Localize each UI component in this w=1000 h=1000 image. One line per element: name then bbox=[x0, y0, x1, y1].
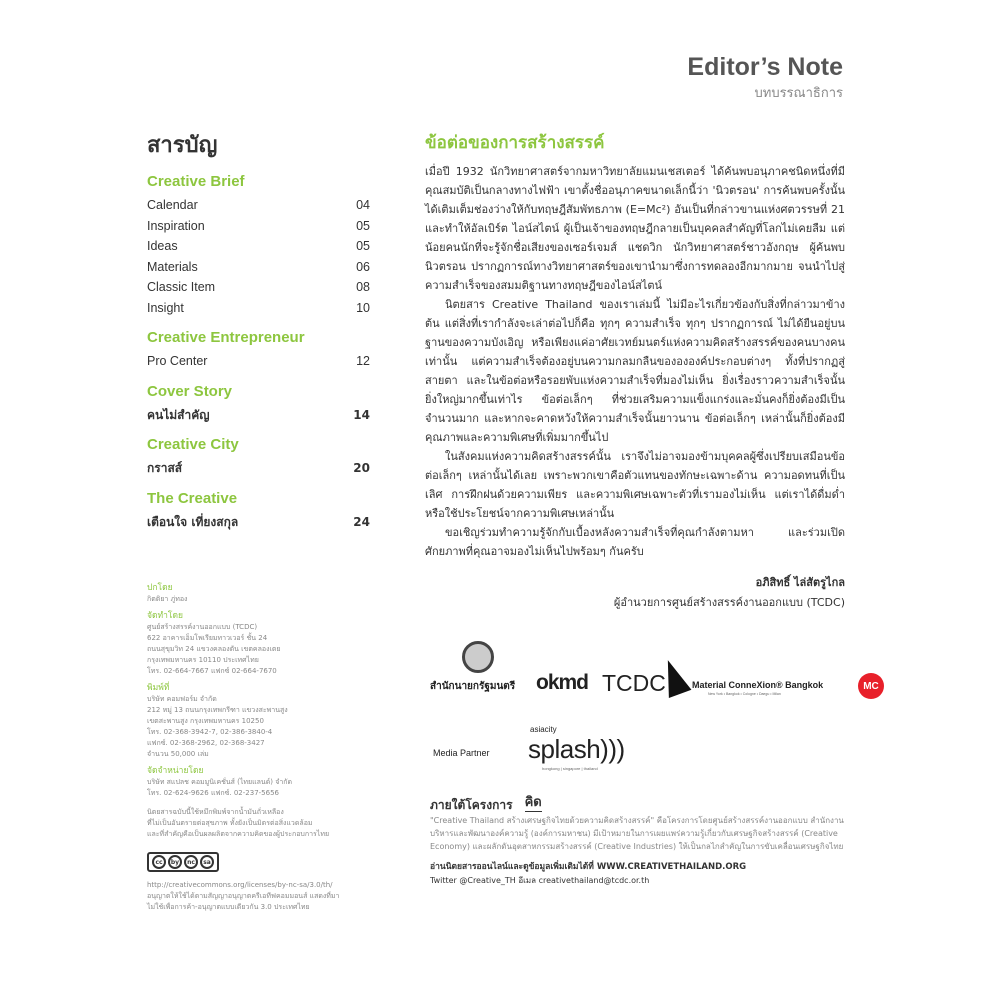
footer bbox=[430, 795, 850, 887]
producer-line: โทร. 02-664-7667 แฟกซ์ 02-664-7670 bbox=[147, 667, 277, 675]
toc-title: สารบัญ bbox=[147, 133, 218, 158]
printer-line: แฟกซ์. 02-368-2962, 02-368-3427 bbox=[147, 739, 265, 747]
media-partner-label: Media Partner bbox=[433, 748, 490, 758]
note-line: และที่สำคัญคือเป็นผลผลิตจากความคิดของผู้ประกอบการไทย bbox=[147, 830, 330, 838]
toc-item-page: 06 bbox=[356, 259, 370, 274]
creative-commons-badge bbox=[147, 852, 219, 872]
paragraph: เมื่อปี 1932 นักวิทยาศาสตร์จากมหาวิทยาลัยแมนเชสเตอร์ ได้ค้นพบอนุภาคชนิดหนึ่งที่มีคุณสมบัติเป็นกลางทางไฟฟ้า เขาตั้งชื่ออนุภาคขนาดเล็กนี้ว่า 'นิวตรอน' การค้นพบครั้งนั้นได้เติมเต็มช่องว่างให้กับทฤษฎีสัมพัทธภาพ (E=Mc²) อันเป็นที่กล่าวขานแห่งศตวรรษที่ 21 และทำให้อัลเบิร์ต ไอน์สไตน์ ผู้เป็นเจ้าของทฤษฎีกลายเป็นบุคคลสำคัญที่โลกไม่เคยลืม แต่น้อยคนนักที่จะรู้จักชื่อเสียงของเซอร์เจมส์ แชดวิก นักวิทยาศาสตร์ชาวอังกฤษ ผู้ค้นพบนิวตรอน ปรากฏการณ์ทางวิทยาศาสตร์ของเขานำมาซึ่งการทดลองอีกมากมาย จนนำไปสู่ความสำเร็จของสมมติฐานทางทฤษฎีของไอน์สไตน์ bbox=[425, 165, 845, 292]
signature-role: ผู้อำนวยการศูนย์สร้างสรรค์งานออกแบบ (TCDC) bbox=[613, 596, 845, 609]
toc-item-page: 04 bbox=[356, 198, 370, 212]
note-line: นิตยสารฉบับนี้ใช้หมึกพิมพ์จากน้ำมันถั่วเหลือง bbox=[147, 808, 284, 816]
left-column bbox=[147, 132, 370, 913]
toc-item-page: 24 bbox=[353, 514, 370, 529]
okmd-logo: okmd bbox=[536, 671, 589, 694]
toc-item[interactable] bbox=[147, 216, 370, 237]
material-connexion-logo: Material ConneXion® Bangkok bbox=[692, 680, 824, 690]
government-seal-icon bbox=[462, 641, 494, 673]
toc-item[interactable] bbox=[147, 405, 370, 426]
contact-info[interactable]: Twitter @Creative_TH อีเมล creativethailand@tcdc.or.th bbox=[430, 876, 650, 885]
toc-item-label: กราสส์ bbox=[147, 461, 183, 475]
printer-line: บริษัท คอมฟอร์ม จำกัด bbox=[147, 695, 217, 703]
kid-logo: คิด bbox=[524, 795, 542, 810]
toc-item-label: Classic Item bbox=[147, 280, 216, 294]
toc-item-page: 05 bbox=[356, 218, 370, 233]
paragraph: นิตยสาร Creative Thailand ของเราเล่มนี้ ไม่มีอะไรเกี่ยวข้องกับสิ่งที่กล่าวมาข้างต้น แต่สิ่งที่เรากำลังจะเล่าต่อไปก็คือ ทุกๆ ความสำเร็จ ทุกๆ ปรากฏการณ์ ไม่ได้ยืนอยู่บนฐานของความบังเอิญ หรือเพียงแค่อาศัยเวทย์มนตร์แห่งความคิดสร้างสรรค์ของคนบางคนเท่านั้น แต่ความสำเร็จต้องอยู่บนความกลมกลืนของององค์ประกอบต่างๆ ทั้งที่ปรากฏสู่สายตา และในข้อต่อหรือรอยพับแห่งความสำเร็จที่มองไม่เห็น ยิ่งเรื่องราวความสำเร็จนั้นยิ่งใหญ่มากขึ้นเท่าไร ข้อต่อเล็กๆ ที่ช่วยเสริมความแข็งแกร่งและมั่นคงก็ยิ่งต้องมีเป็นจำนวนมาก และหากจะคาดหวังให้ความสำเร็จนั้นยาวนาน ข้อต่อเล็กๆ เหล่านั้นก็ยิ่งต้องมีคุณภาพและความพิเศษที่เพิ่มมากขึ้นไป bbox=[425, 298, 845, 444]
project-description: "Creative Thailand สร้างเศรษฐกิจไทยด้วยความคิดสร้างสรรค์" คือโครงการโดยศูนย์สร้างสรรค์งานออกแบบ สำนักงานบริหารและพัฒนาองค์ความรู้ (องค์การมหาชน) มีเป้าหมายในการเผยแพร่ความรู้เกี่ยวกับเศรษฐกิจสร้างสรรค์ (Creative Economy) และผลักดันอุตสาหกรรมสร้างสรรค์ (Creative Industries) ให้เป็นกลไกสำคัญในการขับเคลื่อนเศรษฐกิจไทย bbox=[430, 816, 844, 851]
producer-line: กรุงเทพมหานคร 10110 ประเทศไทย bbox=[147, 656, 259, 664]
paragraph: ในสังคมแห่งความคิดสร้างสรรค์นั้น เราจึงไม่อาจมองข้ามบุคคลผู้ซึ่งเปรียบเสมือนข้อต่อเล็กๆ เหล่านั้นได้เลย เพราะพวกเขาคือตัวแทนของทักษะเฉพาะด้าน ความอดทนที่เป็นเลิศ การฝึกฝนด้วยความเพียร และความพิเศษเฉพาะตัวที่เรามองไม่เห็น แต่เราได้ดื่มด่ำหรือใช้ประโยชน์จากความพิเศษเหล่านั้น bbox=[425, 450, 845, 520]
paragraph: ขอเชิญร่วมทำความรู้จักกับเบื้องหลังความสำเร็จที่คุณกำลังตามหา และร่วมเปิดศักยภาพที่คุณอาจมองไม่เห็นไปพร้อมๆ กันครับ bbox=[425, 526, 845, 558]
mcx-cities: New York • Bangkok • Cologne • Daegu • Milan bbox=[708, 692, 781, 696]
toc-item-page: 12 bbox=[356, 354, 370, 368]
toc-item[interactable] bbox=[147, 298, 370, 319]
article bbox=[425, 132, 845, 561]
sa-icon: sa bbox=[200, 855, 214, 869]
splash-sub: hongkong | singapore | thailand bbox=[542, 766, 598, 771]
toc-item[interactable] bbox=[147, 512, 370, 533]
dist-line: บริษัท สแปลช คอมมูนิเคชั่นส์ (ไทยแลนด์) จำกัด bbox=[147, 778, 293, 786]
mc-badge: MC bbox=[858, 673, 884, 699]
cover-heading: ปกโดย bbox=[147, 583, 173, 593]
dist-line: โทร. 02-624-9626 แฟกซ์. 02-237-5656 bbox=[147, 789, 279, 797]
splash-logo: splash))) bbox=[528, 734, 625, 764]
toc-item[interactable] bbox=[147, 351, 370, 372]
toc-section-heading[interactable]: Creative City bbox=[147, 436, 239, 453]
toc-item-label: Insight bbox=[147, 300, 184, 315]
toc-section-heading[interactable]: Cover Story bbox=[147, 382, 233, 400]
table-of-contents bbox=[147, 132, 370, 532]
producer-line: ศูนย์สร้างสรรค์งานออกแบบ (TCDC) bbox=[147, 623, 258, 631]
printer-heading: พิมพ์ที่ bbox=[147, 683, 170, 693]
cc-icon: cc bbox=[152, 855, 166, 869]
toc-section-heading[interactable]: Creative Brief bbox=[147, 173, 245, 190]
toc-item-page: 10 bbox=[356, 300, 370, 315]
signature bbox=[425, 573, 845, 613]
toc-item[interactable] bbox=[147, 236, 370, 257]
printer-line: จำนวน 50,000 เล่ม bbox=[147, 750, 209, 758]
toc-item-label: Materials bbox=[147, 259, 198, 274]
section-subtitle: บทบรรณาธิการ bbox=[754, 86, 843, 101]
tcdc-logo: TCDC bbox=[602, 670, 666, 696]
printer-line: โทร. 02-368-3942-7, 02-386-3840-4 bbox=[147, 728, 273, 736]
license-line: ไม่ใช้เพื่อการค้า-อนุญาตแบบเดียวกัน 3.0 ประเทศไทย bbox=[147, 903, 310, 911]
credits bbox=[147, 582, 387, 913]
by-icon: by bbox=[168, 855, 182, 869]
toc-item-label: Inspiration bbox=[147, 218, 205, 233]
printer-line: 212 หมู่ 13 ถนนกรุงเทพกรีฑา แขวงสะพานสูง bbox=[147, 706, 288, 714]
license-line[interactable]: http://creativecommons.org/licenses/by-nc-sa/3.0/th/ bbox=[147, 881, 333, 889]
toc-item-label: คนไม่สำคัญ bbox=[147, 407, 210, 422]
toc-item[interactable] bbox=[147, 277, 370, 298]
producer-heading: จัดทำโดย bbox=[147, 611, 183, 621]
toc-item-label: Ideas bbox=[147, 239, 178, 253]
toc-item-page: 20 bbox=[353, 461, 370, 475]
article-title: ข้อต่อของการสร้างสรรค์ bbox=[425, 133, 605, 153]
toc-item-page: 05 bbox=[356, 239, 370, 253]
under-project-label: ภายใต้โครงการ bbox=[430, 798, 513, 812]
asiacity-label: asiacity bbox=[530, 725, 557, 734]
nc-icon: nc bbox=[184, 855, 198, 869]
partner-logos bbox=[430, 641, 879, 781]
toc-item[interactable] bbox=[147, 195, 370, 216]
signature-name: อภิสิทธิ์ ไล่สัตรูไกล bbox=[755, 576, 845, 589]
toc-item-page: 14 bbox=[353, 407, 370, 422]
section-title: Editor’s Note bbox=[687, 53, 843, 81]
toc-section-heading[interactable]: Creative Entrepreneur bbox=[147, 329, 305, 346]
producer-line: 622 อาคารเอ็มโพเรียมทาวเวอร์ ชั้น 24 bbox=[147, 634, 268, 642]
right-column bbox=[425, 132, 879, 887]
toc-item-label: Calendar bbox=[147, 198, 198, 212]
toc-item-label: Pro Center bbox=[147, 354, 208, 368]
toc-item-label: เตือนใจ เที่ยงสกุล bbox=[147, 514, 239, 529]
producer-line: ถนนสุขุมวิท 24 แขวงคลองตัน เขตคลองเตย bbox=[147, 645, 281, 653]
toc-item[interactable] bbox=[147, 458, 370, 479]
toc-item[interactable] bbox=[147, 257, 370, 278]
website-link[interactable]: อ่านนิตยสารออนไลน์และดูข้อมูลเพิ่มเติมได้ที่ WWW.CREATIVETHAILAND.ORG bbox=[430, 862, 747, 872]
cover-credit: กิตติยา ภู่ทอง bbox=[147, 595, 188, 603]
note-line: ที่ไม่เป็นอันตรายต่อสุขภาพ ทั้งยังเป็นมิตรต่อสิ่งแวดล้อม bbox=[147, 819, 313, 827]
distributor-heading: จัดจำหน่ายโดย bbox=[147, 766, 204, 776]
toc-item-page: 08 bbox=[356, 280, 370, 294]
pm-office-logo: สำนักนายกรัฐมนตรี bbox=[430, 681, 516, 692]
toc-section-heading[interactable]: The Creative bbox=[147, 489, 238, 507]
printer-line: เขตสะพานสูง กรุงเทพมหานคร 10250 bbox=[147, 717, 264, 725]
license-line: อนุญาตให้ใช้ได้ตามสัญญาอนุญาตครีเอทีฟคอมมอนส์ แสดงที่มา bbox=[147, 892, 340, 900]
